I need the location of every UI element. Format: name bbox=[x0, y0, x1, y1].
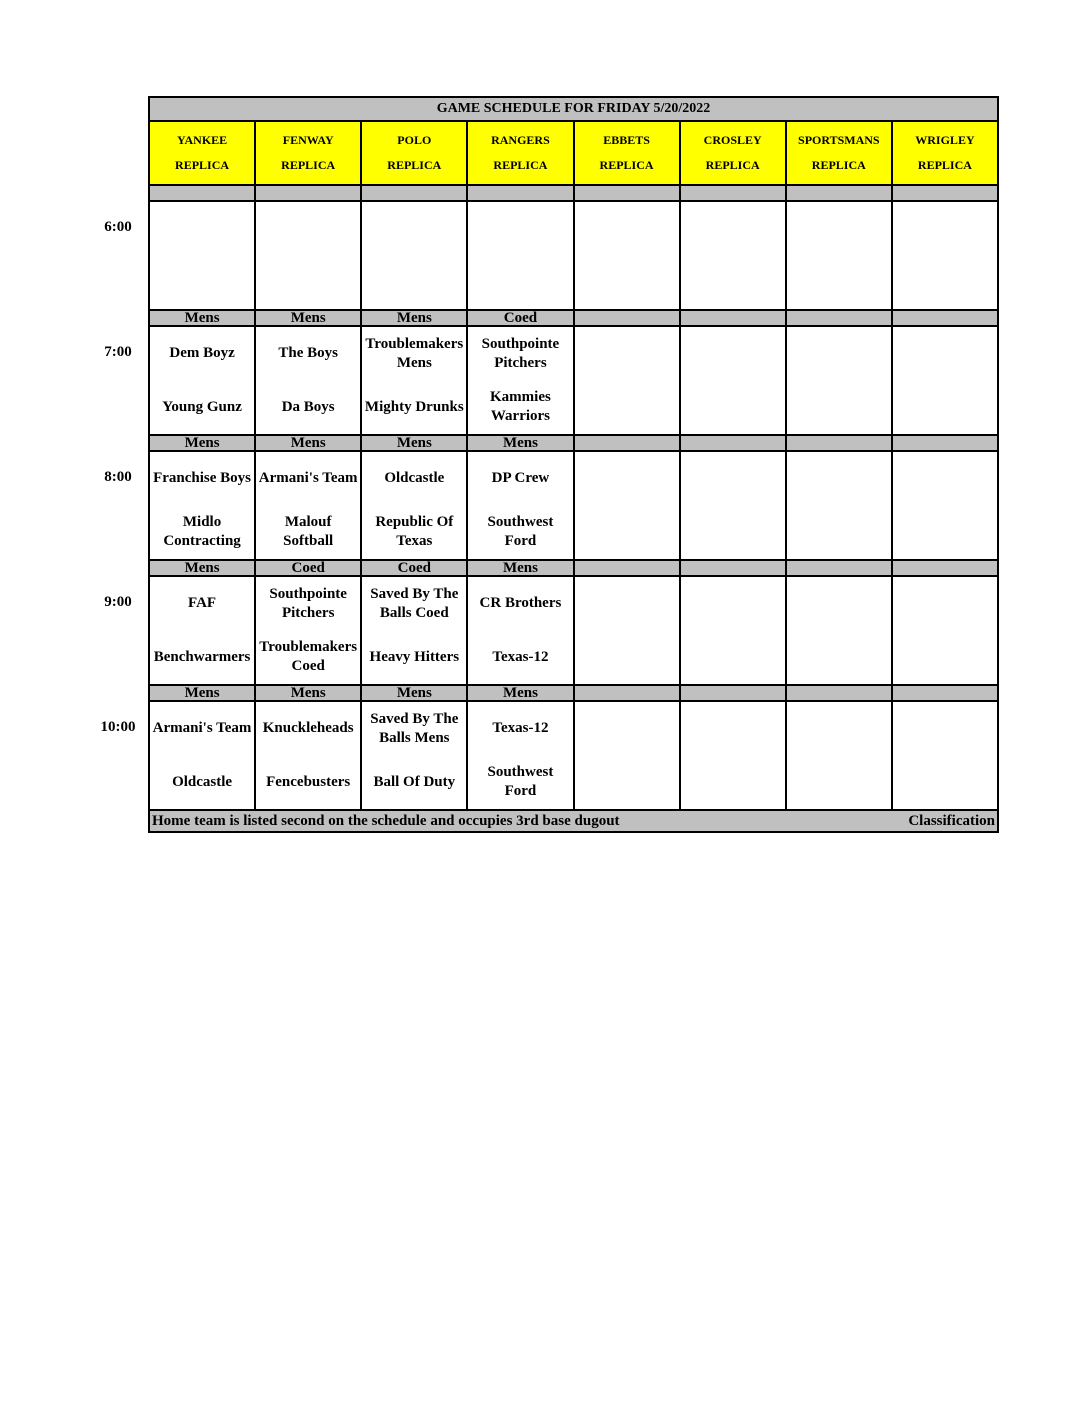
field-header bbox=[891, 122, 997, 184]
home-team: Southwest Ford bbox=[487, 514, 554, 550]
home-team bbox=[468, 256, 572, 310]
away-team: Dem Boyz bbox=[169, 345, 235, 362]
game-cell bbox=[573, 702, 679, 809]
field-name: WRIGLEY bbox=[915, 133, 975, 147]
classification-label bbox=[891, 311, 997, 325]
field-name: CROSLEY bbox=[703, 133, 762, 147]
classification-label bbox=[573, 311, 679, 325]
classification-label bbox=[785, 436, 891, 450]
time-label: 10:00 bbox=[100, 719, 136, 735]
field-name: FENWAY bbox=[282, 133, 334, 147]
home-team bbox=[681, 256, 785, 310]
game-cell bbox=[150, 202, 254, 309]
field-type: REPLICA bbox=[281, 158, 336, 172]
game-cell bbox=[785, 702, 891, 809]
home-team bbox=[681, 506, 785, 560]
away-team bbox=[575, 577, 679, 631]
classification-label: Coed bbox=[360, 561, 466, 575]
away-team bbox=[362, 202, 466, 256]
field-header bbox=[466, 122, 572, 184]
game-cell bbox=[573, 452, 679, 559]
home-team: Republic Of Texas bbox=[375, 514, 454, 550]
time-slot-row bbox=[150, 452, 997, 561]
classification-label bbox=[573, 436, 679, 450]
time-slots bbox=[150, 202, 997, 809]
classification-row bbox=[150, 436, 997, 452]
home-team: Troublemakers Coed bbox=[259, 639, 358, 675]
home-team bbox=[893, 256, 997, 310]
away-team bbox=[787, 452, 891, 506]
game-cell bbox=[785, 202, 891, 309]
field-name: SPORTSMANS bbox=[798, 133, 880, 147]
home-team bbox=[575, 256, 679, 310]
home-team bbox=[362, 256, 466, 310]
game-cell bbox=[891, 452, 997, 559]
time-slot-row bbox=[150, 202, 997, 311]
field-type: REPLICA bbox=[387, 158, 442, 172]
field-name: YANKEE bbox=[176, 133, 228, 147]
classification-label: Mens bbox=[254, 686, 360, 700]
away-team bbox=[893, 452, 997, 506]
away-team: Troublemakers Mens bbox=[365, 335, 464, 371]
home-team bbox=[150, 256, 254, 310]
game-cell bbox=[573, 327, 679, 434]
away-team bbox=[893, 577, 997, 631]
home-team: Heavy Hitters bbox=[369, 648, 460, 665]
home-team: Fencebusters bbox=[266, 773, 351, 790]
game-cell bbox=[254, 702, 360, 809]
home-team: Young Gunz bbox=[162, 398, 242, 415]
field-type: REPLICA bbox=[917, 158, 972, 172]
away-team bbox=[681, 202, 785, 256]
home-team bbox=[787, 631, 891, 685]
away-team: The Boys bbox=[278, 345, 338, 362]
game-cell bbox=[573, 577, 679, 684]
classification-label: Mens bbox=[150, 436, 254, 450]
away-team bbox=[787, 702, 891, 756]
away-team bbox=[575, 702, 679, 756]
classification-label: Mens bbox=[254, 311, 360, 325]
classification-label bbox=[785, 561, 891, 575]
game-cell bbox=[150, 327, 254, 434]
game-cell bbox=[891, 327, 997, 434]
classification-label bbox=[891, 436, 997, 450]
game-cell bbox=[254, 452, 360, 559]
classification-label bbox=[785, 311, 891, 325]
classification-label: Coed bbox=[254, 561, 360, 575]
time-label: 8:00 bbox=[104, 469, 132, 485]
game-cell bbox=[254, 202, 360, 309]
classification-label: Mens bbox=[150, 311, 254, 325]
game-cell bbox=[679, 327, 785, 434]
away-team: DP Crew bbox=[491, 470, 550, 487]
game-cell bbox=[466, 702, 572, 809]
home-team bbox=[681, 756, 785, 810]
classification-label bbox=[679, 311, 785, 325]
field-header bbox=[150, 122, 254, 184]
game-cell bbox=[891, 202, 997, 309]
schedule-table bbox=[148, 96, 999, 833]
classification-label bbox=[785, 686, 891, 700]
away-team: Knuckleheads bbox=[262, 720, 354, 737]
time-label: 6:00 bbox=[104, 219, 132, 235]
away-team: Armani's Team bbox=[258, 470, 358, 487]
field-type: REPLICA bbox=[811, 158, 866, 172]
classification-label: Mens bbox=[254, 436, 360, 450]
away-team bbox=[787, 327, 891, 381]
away-team bbox=[681, 452, 785, 506]
home-team bbox=[893, 756, 997, 810]
game-cell bbox=[150, 702, 254, 809]
classification-label: Mens bbox=[466, 561, 572, 575]
field-name: RANGERS bbox=[491, 133, 550, 147]
away-team: Saved By The Balls Mens bbox=[370, 710, 459, 746]
game-cell bbox=[466, 452, 572, 559]
classification-label: Mens bbox=[466, 686, 572, 700]
game-cell bbox=[785, 577, 891, 684]
classification-label: Mens bbox=[466, 436, 572, 450]
game-cell bbox=[785, 327, 891, 434]
home-team: Kammies Warriors bbox=[490, 389, 551, 425]
home-team: Midlo Contracting bbox=[163, 514, 241, 550]
classification-row bbox=[150, 311, 997, 327]
away-team bbox=[787, 577, 891, 631]
away-team: Armani's Team bbox=[152, 720, 252, 737]
field-header bbox=[679, 122, 785, 184]
away-team bbox=[150, 202, 254, 256]
home-team bbox=[681, 631, 785, 685]
time-label: 9:00 bbox=[104, 594, 132, 610]
home-team bbox=[893, 506, 997, 560]
game-cell bbox=[785, 452, 891, 559]
away-team bbox=[681, 577, 785, 631]
time-label: 7:00 bbox=[104, 344, 132, 360]
classification-row bbox=[150, 686, 997, 702]
field-type: REPLICA bbox=[493, 158, 548, 172]
away-team bbox=[893, 327, 997, 381]
schedule-footer bbox=[150, 809, 997, 831]
field-name: EBBETS bbox=[603, 133, 650, 147]
game-cell bbox=[466, 327, 572, 434]
game-cell bbox=[360, 202, 466, 309]
classification-label bbox=[891, 561, 997, 575]
field-header bbox=[573, 122, 679, 184]
game-cell bbox=[466, 577, 572, 684]
game-cell bbox=[891, 577, 997, 684]
home-team: Ball Of Duty bbox=[373, 773, 456, 790]
home-team: Da Boys bbox=[281, 398, 335, 415]
home-team bbox=[575, 381, 679, 435]
game-cell bbox=[360, 577, 466, 684]
field-header bbox=[254, 122, 360, 184]
classification-label bbox=[679, 561, 785, 575]
field-type: REPLICA bbox=[599, 158, 654, 172]
game-cell bbox=[679, 702, 785, 809]
home-team bbox=[787, 381, 891, 435]
home-team bbox=[787, 256, 891, 310]
classification-row bbox=[150, 561, 997, 577]
away-team bbox=[256, 202, 360, 256]
away-team: Saved By The Balls Coed bbox=[370, 585, 459, 621]
away-team: Texas-12 bbox=[492, 720, 549, 737]
away-team bbox=[681, 327, 785, 381]
game-cell bbox=[360, 702, 466, 809]
game-cell bbox=[150, 452, 254, 559]
away-team: Southpointe Pitchers bbox=[269, 585, 347, 621]
away-team bbox=[575, 202, 679, 256]
away-team bbox=[575, 327, 679, 381]
away-team bbox=[575, 452, 679, 506]
home-team bbox=[575, 756, 679, 810]
home-team: Oldcastle bbox=[172, 773, 233, 790]
classification-label: Mens bbox=[150, 686, 254, 700]
game-cell bbox=[891, 702, 997, 809]
time-slot-row bbox=[150, 577, 997, 686]
home-team: Texas-12 bbox=[492, 648, 549, 665]
home-team: Southwest Ford bbox=[487, 764, 554, 800]
classification-label: Mens bbox=[360, 436, 466, 450]
home-team bbox=[893, 631, 997, 685]
field-header-row bbox=[150, 122, 997, 186]
game-cell bbox=[466, 202, 572, 309]
away-team: Franchise Boys bbox=[153, 470, 252, 487]
time-slot-row bbox=[150, 702, 997, 809]
classification-label: Mens bbox=[150, 561, 254, 575]
classification-label: Mens bbox=[360, 686, 466, 700]
classification-label: Mens bbox=[360, 311, 466, 325]
classification-label bbox=[573, 686, 679, 700]
home-team: Malouf Softball bbox=[283, 514, 334, 550]
classification-label bbox=[891, 686, 997, 700]
classification-label: Coed bbox=[466, 311, 572, 325]
away-team: CR Brothers bbox=[479, 595, 562, 612]
home-team bbox=[575, 631, 679, 685]
field-header bbox=[785, 122, 891, 184]
schedule-title: GAME SCHEDULE FOR FRIDAY 5/20/2022 bbox=[150, 98, 997, 122]
away-team: Southpointe Pitchers bbox=[481, 335, 560, 371]
away-team bbox=[681, 702, 785, 756]
game-cell bbox=[360, 452, 466, 559]
away-team: Oldcastle bbox=[384, 470, 445, 487]
field-name: POLO bbox=[397, 133, 432, 147]
field-type: REPLICA bbox=[705, 158, 760, 172]
game-cell bbox=[360, 327, 466, 434]
spacer-row bbox=[150, 186, 997, 202]
home-team bbox=[256, 256, 360, 310]
home-team: Benchwarmers bbox=[153, 648, 251, 665]
time-slot-row bbox=[150, 327, 997, 436]
away-team bbox=[787, 202, 891, 256]
home-team-note: Home team is listed second on the schedule and occupies 3rd base dugout bbox=[152, 812, 620, 829]
game-cell bbox=[679, 577, 785, 684]
classification-label bbox=[573, 561, 679, 575]
game-cell bbox=[679, 452, 785, 559]
field-type: REPLICA bbox=[175, 158, 230, 172]
game-cell bbox=[254, 327, 360, 434]
classification-label bbox=[679, 686, 785, 700]
game-cell bbox=[573, 202, 679, 309]
home-team bbox=[787, 756, 891, 810]
home-team bbox=[893, 381, 997, 435]
game-cell bbox=[254, 577, 360, 684]
away-team bbox=[893, 702, 997, 756]
game-cell bbox=[679, 202, 785, 309]
away-team bbox=[468, 202, 572, 256]
field-header bbox=[360, 122, 466, 184]
game-cell bbox=[150, 577, 254, 684]
away-team: FAF bbox=[188, 595, 217, 612]
away-team bbox=[893, 202, 997, 256]
classification-label bbox=[679, 436, 785, 450]
home-team bbox=[575, 506, 679, 560]
home-team: Mighty Drunks bbox=[364, 398, 464, 415]
home-team bbox=[681, 381, 785, 435]
home-team bbox=[787, 506, 891, 560]
classification-legend: Classification bbox=[908, 812, 995, 829]
